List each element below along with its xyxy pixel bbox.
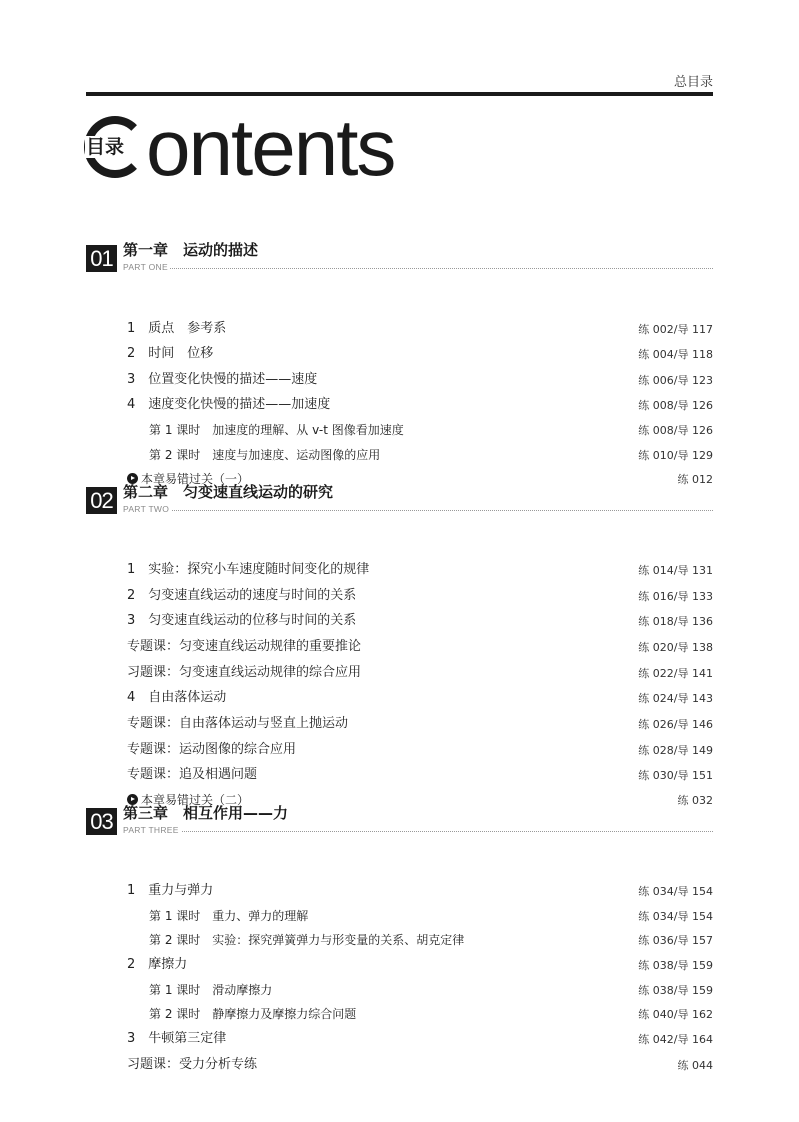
entry-page: 练 042/导 164 (638, 1033, 713, 1046)
entry-page: 练 038/导 159 (638, 959, 713, 972)
entry-label: 1 实验：探究小车速度随时间变化的规律 (127, 562, 370, 577)
entry-page: 练 016/导 133 (638, 590, 713, 603)
entry-page: 练 032 (677, 794, 713, 807)
dotted-rule (123, 510, 713, 511)
entry-label: 4 速度变化快慢的描述——加速度 (127, 397, 331, 412)
dotted-rule (123, 831, 713, 832)
entry-page: 练 030/导 151 (638, 769, 713, 782)
entry-label: 第 1 课时 加速度的理解、从 v-t 图像看加速度 (149, 423, 404, 437)
entry-label: 第 2 课时 速度与加速度、运动图像的应用 (149, 448, 381, 462)
contents-banner (84, 103, 484, 192)
entry-label: 专题课：自由落体运动与竖直上抛运动 (127, 716, 349, 731)
entry-label: 第 2 课时 实验：探究弹簧弹力与形变量的关系、胡克定律 (149, 933, 465, 947)
entry-label: 1 重力与弹力 (127, 883, 214, 898)
contents-word: ontents (146, 103, 395, 192)
entry-label: 2 摩擦力 (127, 957, 188, 972)
entry-page: 练 022/导 141 (638, 667, 713, 680)
entry-page: 练 006/导 123 (638, 374, 713, 387)
chapter-title[interactable]: 第一章 运动的描述 (123, 241, 259, 259)
entry-page: 练 038/导 159 (638, 984, 713, 997)
entry-label: 习题课：匀变速直线运动规律的综合应用 (127, 665, 362, 680)
chapter-part-label: PART TWO (123, 504, 170, 514)
entry-page: 练 008/导 126 (638, 399, 713, 412)
entry-label: 本章易错过关（二） (141, 793, 250, 807)
chapter-number: 03 (86, 808, 117, 835)
entry-page: 练 018/导 136 (638, 615, 713, 628)
entry-label: 专题课：匀变速直线运动规律的重要推论 (127, 639, 362, 654)
entry-label: 2 时间 位移 (127, 346, 214, 361)
entry-label: 3 牛顿第三定律 (127, 1031, 227, 1046)
chapter-part-label: PART ONE (123, 262, 168, 272)
entry-page: 练 002/导 117 (638, 323, 713, 336)
entry-page: 练 036/导 157 (638, 934, 713, 947)
entry-label: 第 2 课时 静摩擦力及摩擦力综合问题 (149, 1007, 357, 1021)
entry-label: 4 自由落体运动 (127, 690, 227, 705)
chapter-header (86, 482, 713, 518)
chapter-3 (86, 803, 713, 1072)
entry-page: 练 044 (677, 1059, 713, 1072)
dotted-rule (123, 268, 713, 269)
entry-label: 习题课：受力分析专练 (127, 1057, 258, 1072)
chapter-title[interactable]: 第二章 匀变速直线运动的研究 (123, 483, 334, 501)
entry-label: 3 位置变化快慢的描述——速度 (127, 372, 318, 387)
chapter-part-label: PART THREE (123, 825, 179, 835)
entry-label: 第 1 课时 滑动摩擦力 (149, 983, 273, 997)
chapter-header (86, 240, 713, 276)
top-rule (86, 92, 713, 96)
entry-page: 练 010/导 129 (638, 449, 713, 462)
entry-label: 专题课：追及相遇问题 (127, 767, 258, 782)
toc-entry[interactable] (86, 1056, 713, 1116)
running-head: 总目录 (673, 75, 713, 90)
entry-label: 第 1 课时 重力、弹力的理解 (149, 909, 309, 923)
entry-page: 练 014/导 131 (638, 564, 713, 577)
entry-page: 练 024/导 143 (638, 692, 713, 705)
chapter-1 (86, 240, 713, 486)
entry-page: 练 040/导 162 (638, 1008, 713, 1021)
entry-label: 本章易错过关（一） (141, 472, 250, 486)
entry-page: 练 012 (677, 473, 713, 486)
chapter-number: 01 (86, 245, 117, 272)
contents-cn-label: 目录 (86, 136, 125, 158)
entry-page: 练 020/导 138 (638, 641, 713, 654)
entry-label: 1 质点 参考系 (127, 321, 227, 336)
entry-page: 练 008/导 126 (638, 424, 713, 437)
entry-label: 专题课：运动图像的综合应用 (127, 742, 297, 757)
entry-label: 2 匀变速直线运动的速度与时间的关系 (127, 588, 357, 603)
chapter-2 (86, 482, 713, 807)
entry-page: 练 034/导 154 (638, 910, 713, 923)
chapter-title[interactable]: 第三章 相互作用——力 (123, 804, 289, 822)
chapter-number: 02 (86, 487, 117, 514)
entry-page: 练 004/导 118 (638, 348, 713, 361)
entry-page: 练 034/导 154 (638, 885, 713, 898)
chapter-header (86, 803, 713, 839)
entry-page: 练 026/导 146 (638, 718, 713, 731)
entry-page: 练 028/导 149 (638, 744, 713, 757)
entry-label: 3 匀变速直线运动的位移与时间的关系 (127, 613, 357, 628)
